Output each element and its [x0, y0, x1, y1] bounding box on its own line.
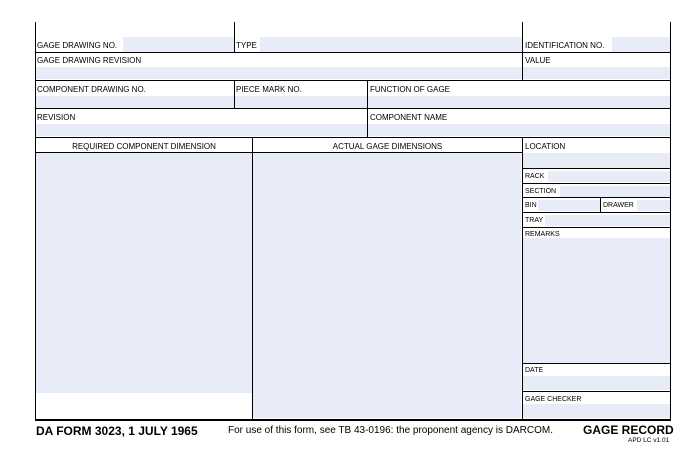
row3-divider — [35, 108, 671, 109]
drawer-label: DRAWER — [603, 202, 634, 209]
value-label: VALUE — [525, 56, 551, 65]
actual-gage-dimensions-field[interactable] — [253, 153, 521, 418]
bottom-border — [35, 419, 671, 421]
location-divider — [522, 168, 671, 169]
divider-identification — [522, 22, 523, 81]
outer-right-border — [670, 22, 671, 419]
gage-checker-field[interactable] — [523, 404, 670, 418]
component-name-label: COMPONENT NAME — [370, 113, 448, 122]
required-component-dimension-header: REQUIRED COMPONENT DIMENSION — [72, 142, 216, 151]
component-name-field[interactable] — [368, 124, 670, 136]
date-label: DATE — [525, 367, 544, 374]
form-version: APD LC v1.01 — [628, 437, 670, 444]
row2-divider — [35, 80, 671, 81]
identification-no-field[interactable] — [612, 37, 670, 52]
outer-left-border — [35, 22, 36, 419]
gage-drawing-no-label: GAGE DRAWING NO. — [37, 41, 118, 50]
date-divider — [522, 391, 671, 392]
divider-location — [522, 137, 523, 420]
divider-type — [234, 22, 235, 53]
location-field[interactable] — [523, 153, 670, 168]
rack-divider — [522, 183, 671, 184]
piece-mark-no-field[interactable] — [235, 96, 367, 108]
function-of-gage-field[interactable] — [368, 96, 670, 108]
tray-divider — [522, 227, 671, 228]
gage-checker-label: GAGE CHECKER — [525, 396, 582, 403]
revision-field[interactable] — [36, 124, 367, 136]
table-header-divider — [35, 152, 522, 153]
identification-no-label: IDENTIFICATION NO. — [525, 41, 605, 50]
section-label: SECTION — [525, 188, 557, 195]
piece-mark-no-label: PIECE MARK NO. — [236, 85, 302, 94]
value-field[interactable] — [523, 67, 670, 79]
divider-piece-mark — [234, 80, 235, 109]
tray-field[interactable] — [545, 215, 670, 226]
gage-drawing-revision-label: GAGE DRAWING REVISION — [37, 56, 142, 65]
section-field[interactable] — [560, 186, 670, 197]
rack-field[interactable] — [548, 171, 670, 182]
type-field[interactable] — [260, 37, 522, 52]
form-usage-note: For use of this form, see TB 43-0196: the proponent agency is DARCOM. — [228, 425, 553, 436]
component-drawing-no-field[interactable] — [36, 96, 234, 108]
rack-label: RACK — [525, 173, 545, 180]
function-of-gage-label: FUNCTION OF GAGE — [370, 85, 450, 94]
bin-drawer-divider — [600, 197, 601, 213]
tray-label: TRAY — [525, 217, 544, 224]
bin-field[interactable] — [538, 200, 600, 211]
bin-label: BIN — [525, 202, 537, 209]
gage-drawing-revision-field[interactable] — [36, 67, 522, 79]
component-drawing-no-label: COMPONENT DRAWING NO. — [37, 85, 146, 94]
gage-drawing-no-field[interactable] — [123, 37, 234, 52]
divider-actual — [252, 137, 253, 420]
section-divider — [522, 197, 671, 198]
location-label: LOCATION — [525, 142, 566, 151]
date-field[interactable] — [523, 376, 670, 390]
bin-divider — [522, 212, 671, 213]
type-label: TYPE — [236, 41, 257, 50]
remarks-divider — [522, 363, 671, 364]
row4-divider — [35, 137, 671, 138]
required-component-dimension-field[interactable] — [36, 153, 252, 393]
remarks-field[interactable] — [523, 238, 670, 363]
divider-function — [367, 80, 368, 137]
remarks-label: REMARKS — [525, 231, 560, 238]
form-identifier: DA FORM 3023, 1 JULY 1965 — [36, 424, 198, 438]
actual-gage-dimensions-header: ACTUAL GAGE DIMENSIONS — [332, 142, 443, 151]
drawer-field[interactable] — [637, 200, 670, 211]
revision-label: REVISION — [37, 113, 76, 122]
row1-divider — [35, 52, 671, 53]
form-title: GAGE RECORD — [583, 423, 674, 437]
